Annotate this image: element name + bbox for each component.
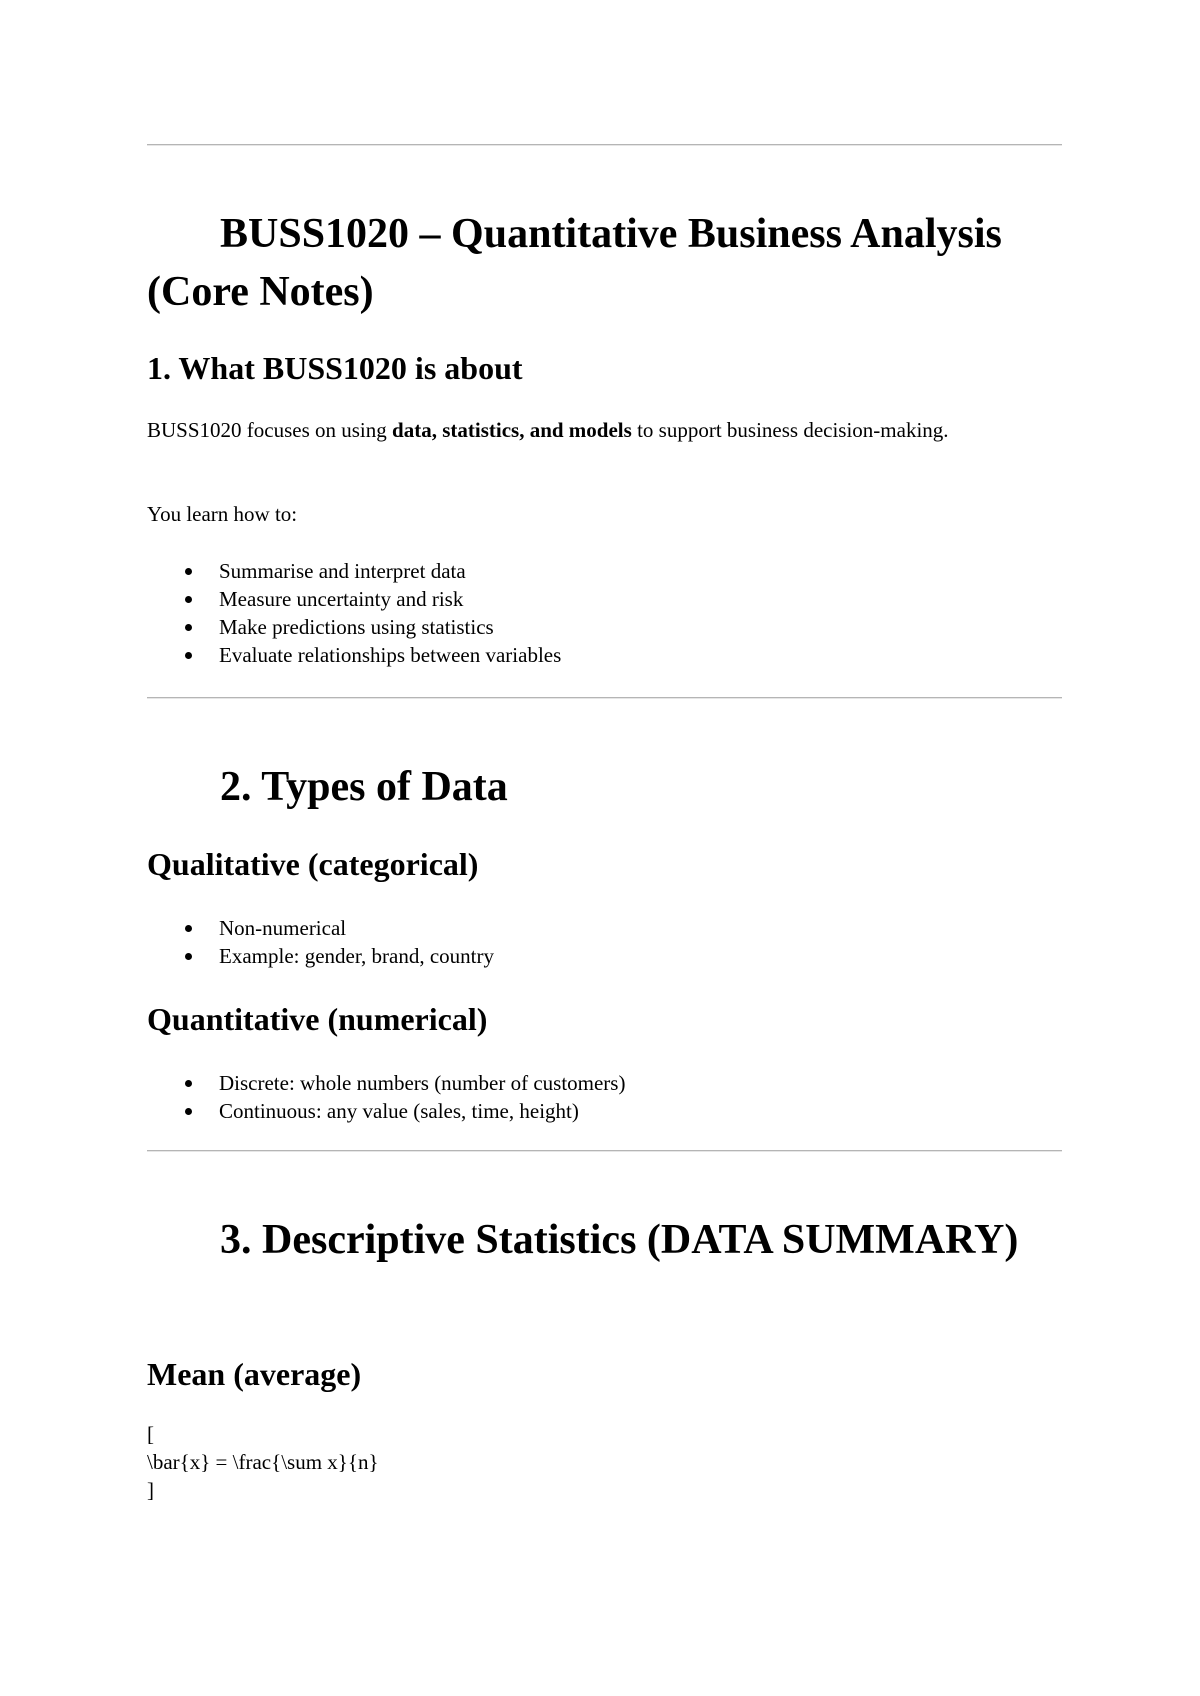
horizontal-rule [147, 697, 1062, 699]
list-item [147, 641, 1062, 669]
section-1-heading: 1. What BUSS1020 is about [147, 350, 523, 386]
list-item [147, 585, 1062, 613]
list-item [147, 914, 1062, 942]
section-2-heading: 2. Types of Data [220, 764, 508, 810]
quantitative-heading: Quantitative (numerical) [147, 1001, 488, 1037]
horizontal-rule [147, 144, 1062, 146]
list-item-text: Example: gender, brand, country [219, 944, 494, 968]
list-item-text: Evaluate relationships between variables [219, 643, 562, 667]
formula-line: ] [147, 1478, 154, 1502]
horizontal-rule [147, 1150, 1062, 1152]
bullet-icon [185, 652, 192, 659]
bullet-icon [185, 568, 192, 575]
quantitative-list [147, 1069, 1062, 1125]
list-item-text: Discrete: whole numbers (number of customers) [219, 1071, 626, 1095]
list-item [147, 1097, 1062, 1125]
bullet-icon [185, 624, 192, 631]
formula-line: [ [147, 1422, 154, 1446]
section-1-intro [147, 416, 1062, 445]
mean-heading: Mean (average) [147, 1356, 362, 1392]
qualitative-heading: Qualitative (categorical) [147, 846, 479, 882]
intro-text-bold: data, statistics, and models [392, 418, 632, 442]
bullet-icon [185, 596, 192, 603]
list-item [147, 1069, 1062, 1097]
list-item-text: Make predictions using statistics [219, 615, 494, 639]
formula-line: \bar{x} = \frac{\sum x}{n} [147, 1450, 379, 1474]
list-item-text: Summarise and interpret data [219, 559, 466, 583]
bullet-icon [185, 1108, 192, 1115]
mean-formula [147, 1420, 1062, 1504]
bullet-icon [185, 953, 192, 960]
bullet-icon [185, 1080, 192, 1087]
section-1-lead: You learn how to: [147, 502, 298, 526]
list-item [147, 942, 1062, 970]
list-item [147, 557, 1062, 585]
intro-text-end: to support business decision-making. [631, 418, 949, 442]
list-item-text: Non-numerical [219, 916, 347, 940]
intro-text-start: BUSS1020 focuses on using [147, 418, 393, 442]
document-title: BUSS1020 – Quantitative Business Analysis (Core Notes) [147, 211, 1002, 315]
learning-outcomes-list [147, 557, 1062, 669]
section-3-heading: 3. Descriptive Statistics (DATA SUMMARY) [220, 1217, 1019, 1263]
bullet-icon [185, 925, 192, 932]
list-item [147, 613, 1062, 641]
qualitative-list [147, 914, 1062, 970]
list-item-text: Continuous: any value (sales, time, height) [219, 1099, 579, 1123]
list-item-text: Measure uncertainty and risk [219, 587, 464, 611]
